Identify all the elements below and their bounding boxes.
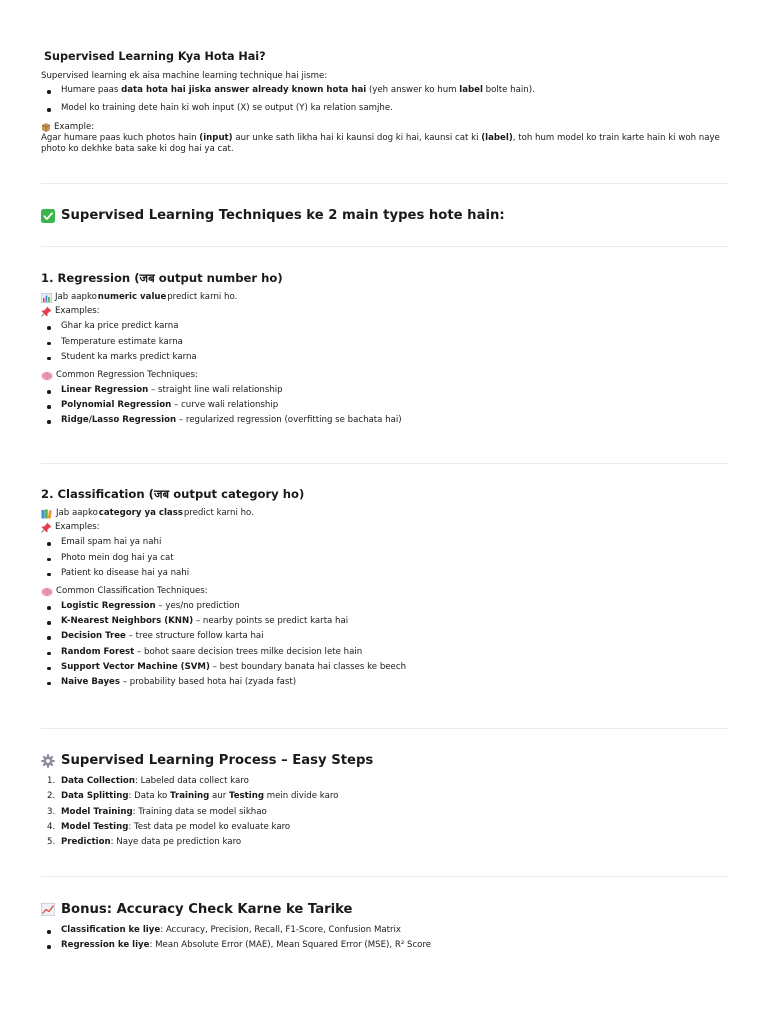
- list-item: [41, 631, 728, 642]
- bold-text: Prediction: [61, 836, 111, 847]
- step-number: 4.: [47, 821, 56, 832]
- text: – probability based hota hai (zyada fast): [120, 676, 297, 687]
- list-item: [41, 791, 728, 802]
- types-heading: [41, 207, 728, 224]
- text: – nearby points se predict karta hai: [193, 616, 349, 627]
- step-number: 5.: [47, 836, 56, 847]
- books-icon: [41, 509, 53, 519]
- intro-desc: Supervised learning ek aisa machine learning technique hai jisme:: [41, 71, 328, 81]
- list-item: Email spam hai ya nahi: [41, 537, 728, 548]
- bold-text: Logistic Regression: [61, 601, 156, 612]
- example-label: Example:: [54, 121, 95, 132]
- text: mein divide karo: [264, 791, 339, 802]
- gear-icon: [41, 754, 55, 768]
- tech-label: Common Regression Techniques:: [56, 369, 198, 380]
- chart-increasing-icon: [41, 903, 55, 916]
- example-label-line: [41, 122, 728, 133]
- bold-text: Ridge/Lasso Regression: [61, 415, 177, 426]
- bonus-section: [41, 901, 728, 952]
- list-item: [41, 925, 728, 936]
- package-icon: [41, 122, 51, 132]
- step-number: 1.: [47, 776, 56, 787]
- list-item: [41, 616, 728, 627]
- text: : Naye data pe prediction karo: [110, 836, 242, 847]
- classification-examples-label-line: [41, 522, 728, 533]
- text: : Labeled data collect karo: [134, 776, 249, 787]
- classification-examples: [41, 537, 728, 579]
- text: predict karni ho.: [167, 292, 238, 303]
- text: : Accuracy, Precision, Recall, F1-Score, Confusion Matrix: [160, 925, 402, 936]
- classification-desc: [41, 508, 728, 519]
- bonus-heading: [41, 901, 728, 918]
- text: Humare paas: [61, 85, 122, 96]
- step-number: 3.: [47, 806, 56, 817]
- process-heading: [41, 752, 728, 769]
- bold-text: Classification ke liye: [61, 925, 161, 936]
- bold-text: Polynomial Regression: [61, 400, 172, 411]
- list-item: [41, 647, 728, 658]
- text: , toh hum model ko train karte hain ki woh naye photo ko dekhke bata sake ki dog hai ya cat.: [41, 132, 720, 154]
- list-item: Patient ko disease hai ya nahi: [41, 568, 728, 579]
- list-item: Photo mein dog hai ya cat: [41, 553, 728, 564]
- classification-techniques: [41, 601, 728, 688]
- divider: [41, 183, 728, 184]
- bold-text: Naive Bayes: [61, 676, 120, 687]
- list-item: [41, 601, 728, 612]
- bold-text: Data Collection: [61, 776, 135, 787]
- regression-section: [41, 271, 728, 427]
- brain-icon: [41, 587, 53, 597]
- regression-examples-label-line: [41, 306, 728, 317]
- bold-text: data hota hai jiska answer already known hota hai: [121, 85, 367, 96]
- classification-title: 2. Classification (जब output category ho): [41, 487, 305, 501]
- bold-text: Support Vector Machine (SVM): [61, 661, 210, 672]
- examples-label: Examples:: [55, 522, 100, 533]
- text: : Test data pe model ko evaluate karo: [128, 821, 291, 832]
- list-item: [41, 807, 728, 818]
- list-item: [41, 85, 728, 96]
- bonus-list: [41, 925, 728, 951]
- list-item: Student ka marks predict karna: [41, 352, 728, 363]
- pushpin-icon: [41, 522, 52, 533]
- text: Jab aapko: [56, 508, 98, 519]
- classification-tech-label-line: [41, 586, 728, 597]
- divider: [41, 463, 728, 464]
- process-steps: [41, 776, 728, 848]
- text: – curve wali relationship: [171, 400, 279, 411]
- bold-text: Model Training: [61, 806, 133, 817]
- bar-chart-icon: [41, 293, 52, 303]
- examples-label: Examples:: [55, 306, 100, 317]
- intro-list: [41, 85, 728, 114]
- text: bolte hain).: [482, 85, 535, 96]
- divider: [41, 246, 728, 247]
- intro-title: Supervised Learning Kya Hota Hai?: [44, 50, 266, 63]
- bold-text: label: [459, 85, 483, 96]
- list-item: [41, 822, 728, 833]
- list-item: Ghar ka price predict karna: [41, 321, 728, 332]
- text: – tree structure follow karta hai: [125, 631, 264, 642]
- text: – best boundary banata hai classes ke beech: [209, 661, 407, 672]
- intro-section: [41, 50, 728, 65]
- divider: [41, 876, 728, 877]
- regression-desc: [41, 292, 728, 303]
- list-item: [41, 837, 728, 848]
- regression-tech-label-line: [41, 370, 728, 381]
- list-item: [41, 385, 728, 396]
- bold-text: Model Testing: [61, 821, 129, 832]
- divider: [41, 728, 728, 729]
- text: : Mean Absolute Error (MAE), Mean Squared Error (MSE), R² Score: [149, 940, 432, 951]
- list-item: [41, 662, 728, 673]
- list-item: [41, 677, 728, 688]
- list-item: [41, 400, 728, 411]
- bonus-title: Bonus: Accuracy Check Karne ke Tarike: [61, 902, 353, 917]
- list-item: [41, 940, 728, 951]
- text: Agar humare paas kuch photos hain: [41, 132, 200, 143]
- text: : Data ko: [128, 791, 171, 802]
- list-item: [41, 415, 728, 426]
- pushpin-icon: [41, 306, 52, 317]
- text: Jab aapko: [55, 292, 97, 303]
- classification-section: [41, 487, 728, 688]
- bold-text: (input): [199, 132, 233, 143]
- brain-icon: [41, 371, 53, 381]
- types-section: [41, 207, 728, 224]
- text: aur unke sath likha hai ki kaunsi dog ki hai, kaunsi cat ki: [232, 132, 482, 143]
- bold-text: K-Nearest Neighbors (KNN): [61, 616, 194, 627]
- regression-examples: [41, 321, 728, 363]
- bold-text: Testing: [229, 791, 264, 802]
- bold-text: Decision Tree: [61, 631, 126, 642]
- bold-text: (label): [481, 132, 513, 143]
- bold-text: numeric value: [97, 292, 167, 303]
- list-item: Temperature estimate karna: [41, 337, 728, 348]
- types-title: Supervised Learning Techniques ke 2 main types hote hain:: [61, 208, 505, 223]
- bold-text: category ya class: [98, 508, 183, 519]
- intro-body: [41, 71, 728, 155]
- text: (yeh answer ko hum: [366, 85, 460, 96]
- tech-label: Common Classification Techniques:: [56, 585, 208, 596]
- check-mark-button-icon: [41, 209, 55, 223]
- text: – straight line wali relationship: [148, 385, 283, 396]
- regression-techniques: [41, 385, 728, 427]
- text: aur: [209, 791, 229, 802]
- regression-title: 1. Regression (जब output number ho): [41, 271, 283, 285]
- text: predict karni ho.: [183, 508, 254, 519]
- bold-text: Data Splitting: [61, 791, 129, 802]
- list-item: [41, 776, 728, 787]
- text: : Training data se model sikhao: [132, 806, 267, 817]
- bold-text: Linear Regression: [61, 385, 149, 396]
- example-text: [41, 133, 728, 155]
- bold-text: Regression ke liye: [61, 940, 150, 951]
- process-section: [41, 752, 728, 848]
- text: – bohot saare decision trees milke decision lete hain: [134, 646, 363, 657]
- process-title: Supervised Learning Process – Easy Steps: [61, 753, 374, 768]
- bold-text: Training: [170, 791, 210, 802]
- bold-text: Random Forest: [61, 646, 135, 657]
- text: – yes/no prediction: [155, 601, 240, 612]
- list-item: Model ko training dete hain ki woh input (X) se output (Y) ka relation samjhe.: [41, 103, 728, 114]
- text: – regularized regression (overfitting se bachata hai): [176, 415, 402, 426]
- step-number: 2.: [47, 791, 56, 802]
